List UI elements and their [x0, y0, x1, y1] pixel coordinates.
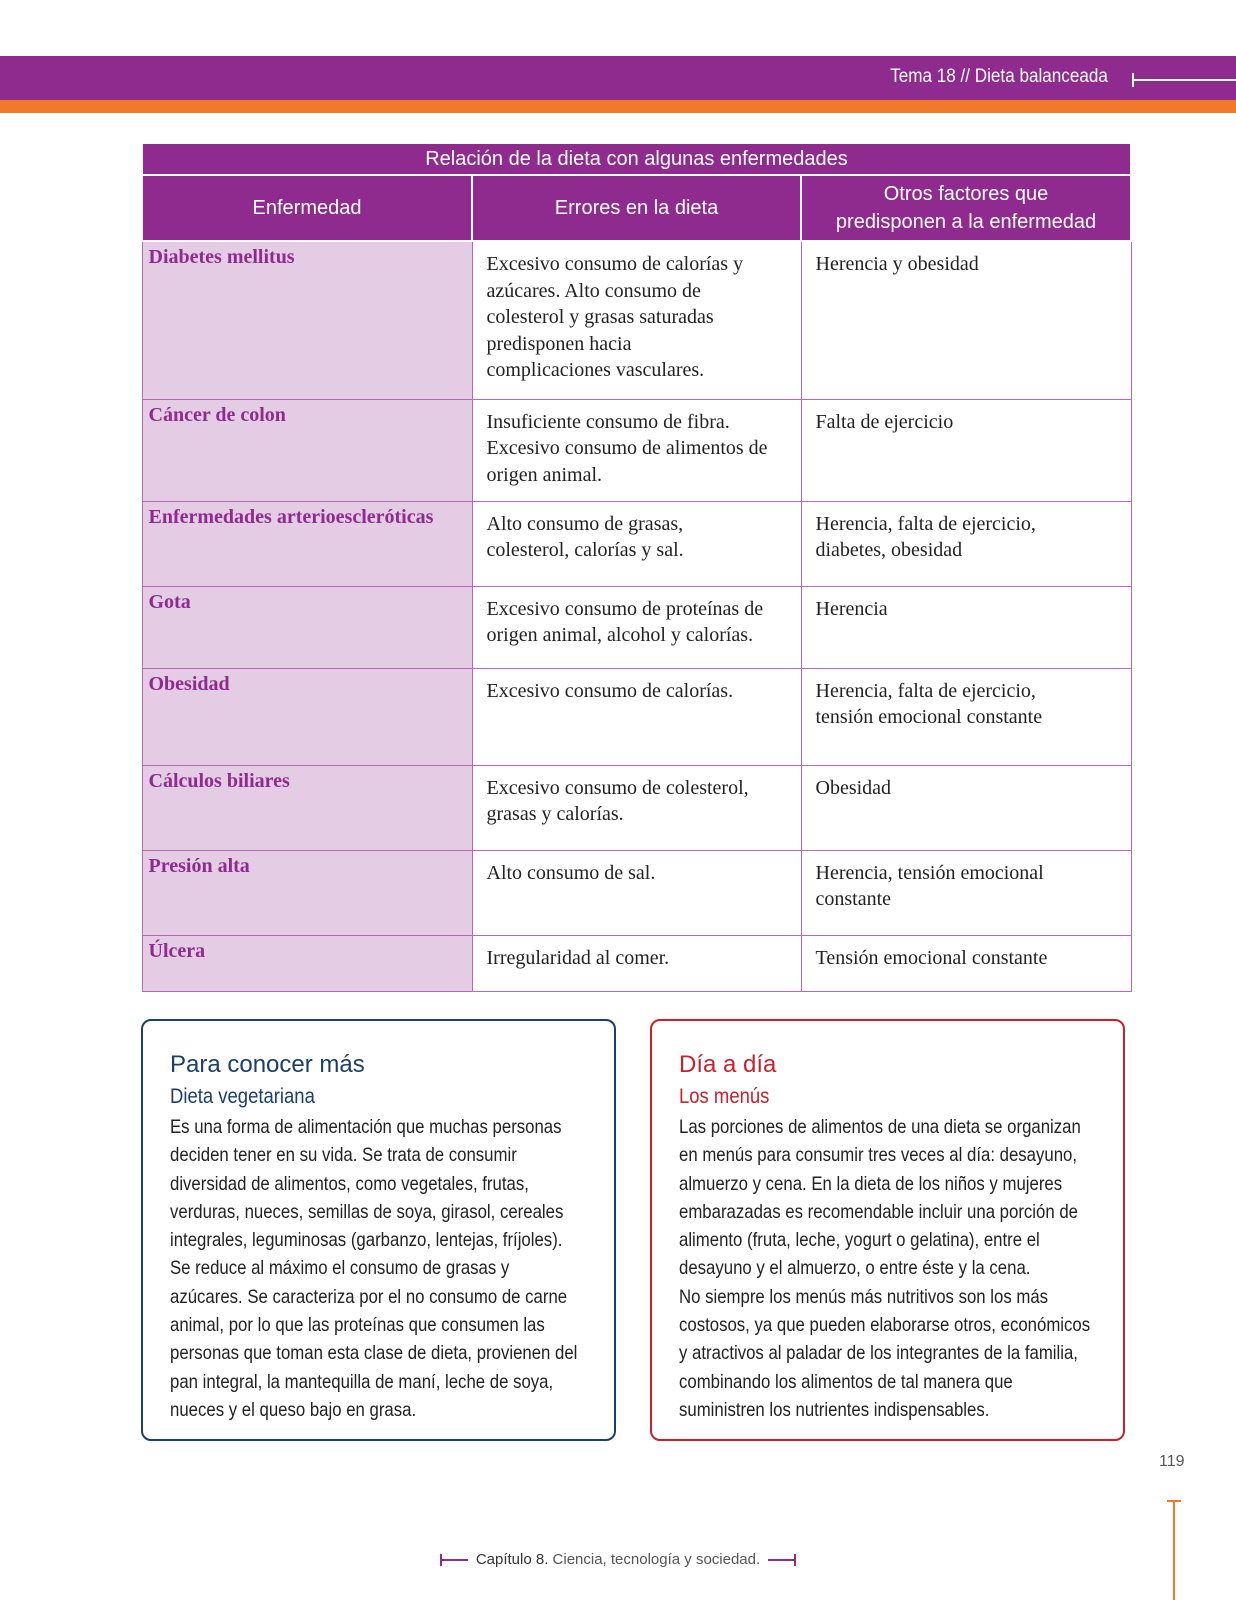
- box-paragraph: Las porciones de alimentos de una dieta se organizan en menús para consumir tres veces al día: desayuno, almuerzo y cena. En la dieta de los niños y mujeres embarazadas es recomendable incluir una porción de alimento (fruta, leche, yogurt o gelatina), entre el desayuno y el almuerzo, o entre éste y la cena.: [679, 1116, 1081, 1280]
- disease-cell: Cáncer de colon: [142, 399, 472, 501]
- chapter-footer: [0, 1551, 1236, 1568]
- disease-cell: Úlcera: [142, 935, 472, 991]
- column-header-other-factors-text: Otros factores que predisponen a la enfermedad: [835, 183, 1097, 233]
- diet-errors-cell: [472, 765, 801, 850]
- diet-errors-text: Excesivo consumo de calorías y azúcares. Alto consumo de colesterol y grasas saturadas predisponen hacia complicaciones vasculares.: [486, 253, 744, 381]
- other-factors-cell: Herencia y obesidad: [801, 241, 1131, 399]
- other-factors-text: Herencia, tensión emocional constante: [815, 861, 1044, 910]
- table-row: [142, 399, 1131, 501]
- column-header-diet-errors: Errores en la dieta: [472, 175, 801, 241]
- table-row: [142, 765, 1131, 850]
- other-factors-cell: Tensión emocional constante: [801, 935, 1131, 991]
- table-row: [142, 935, 1131, 991]
- box-subheading: Los menús: [679, 1085, 770, 1108]
- box-paragraph: No siempre los menús más nutritivos son los más costosos, ya que pueden elaborarse otros, económicos y atractivos al paladar de los integrantes de la familia, combinando los alimentos de tal manera que suministren los nutrientes indispensables.: [679, 1285, 1091, 1421]
- table-row: [142, 501, 1131, 586]
- table-row: [142, 586, 1131, 668]
- diet-errors-text: Alto consumo de grasas, colesterol, calorías y sal.: [486, 512, 684, 561]
- diet-errors-cell: Excesivo consumo de calorías.: [472, 668, 801, 765]
- disease-cell: Presión alta: [142, 850, 472, 935]
- chapter-title: Ciencia, tecnología y sociedad.: [552, 1551, 761, 1568]
- box-body: [679, 1113, 1092, 1424]
- column-header-disease: Enfermedad: [142, 175, 472, 241]
- table-caption: Relación de la dieta con algunas enfermedades: [142, 143, 1131, 175]
- header-rule: [1133, 79, 1236, 81]
- diet-disease-table: [141, 142, 1132, 992]
- diet-errors-text: Insuficiente consumo de fibra. Excesivo consumo de alimentos de origen animal.: [486, 410, 768, 486]
- diet-errors-cell: [472, 501, 801, 586]
- diet-errors-cell: [472, 399, 801, 501]
- para-conocer-mas-box: [141, 1019, 616, 1441]
- diet-errors-cell: Irregularidad al comer.: [472, 935, 801, 991]
- other-factors-cell: [801, 668, 1131, 765]
- disease-cell: Obesidad: [142, 668, 472, 765]
- disease-cell: Cálculos biliares: [142, 765, 472, 850]
- other-factors-text: Herencia, falta de ejercicio, diabetes, obesidad: [815, 512, 1036, 561]
- disease-cell: Enfermedades arterioescleróticas: [142, 501, 472, 586]
- header-accent-stripe: [0, 100, 1236, 113]
- diet-errors-text: Excesivo consumo de colesterol, grasas y calorías.: [486, 776, 749, 825]
- disease-cell: Diabetes mellitus: [142, 241, 472, 399]
- topic-title: Tema 18 // Dieta balanceada: [890, 66, 1108, 87]
- dia-a-dia-box: [650, 1019, 1125, 1441]
- footer-rule-left: [440, 1559, 468, 1561]
- diet-errors-cell: Alto consumo de sal.: [472, 850, 801, 935]
- box-body: [170, 1113, 583, 1424]
- table-row: [142, 241, 1131, 399]
- other-factors-cell: [801, 501, 1131, 586]
- table-row: [142, 850, 1131, 935]
- other-factors-cell: Falta de ejercicio: [801, 399, 1131, 501]
- box-heading: Día a día: [679, 1051, 777, 1078]
- box-heading: Para conocer más: [170, 1051, 365, 1078]
- table-row: [142, 668, 1131, 765]
- other-factors-cell: [801, 850, 1131, 935]
- other-factors-cell: Obesidad: [801, 765, 1131, 850]
- page-number: 119: [1159, 1453, 1185, 1470]
- diet-errors-cell: [472, 241, 801, 399]
- other-factors-cell: Herencia: [801, 586, 1131, 668]
- footer-rule-right: [768, 1559, 796, 1561]
- chapter-label: Capítulo 8.: [475, 1551, 549, 1568]
- column-header-other-factors: [801, 175, 1131, 241]
- other-factors-text: Herencia, falta de ejercicio, tensión emocional constante: [815, 679, 1043, 728]
- box-subheading: Dieta vegetariana: [170, 1085, 315, 1108]
- diet-errors-cell: Excesivo consumo de proteínas de origen animal, alcohol y calorías.: [472, 586, 801, 668]
- disease-cell: Gota: [142, 586, 472, 668]
- box-paragraph: Es una forma de alimentación que muchas personas deciden tener en su vida. Se trata de consumir diversidad de alimentos, como vegetales, frutas, verduras, nueces, semillas de soya, girasol, cereales integrales, leguminosas (garbanzo, lentejas, fríjoles). Se reduce al máximo el consumo de grasas y azúcares. Se caracteriza por el no consumo de carne animal, por lo que las proteínas que consumen las personas que toman esta clase de dieta, provienen del pan integral, la mantequilla de maní, leche de soya, nueces y el queso bajo en grasa.: [170, 1116, 578, 1421]
